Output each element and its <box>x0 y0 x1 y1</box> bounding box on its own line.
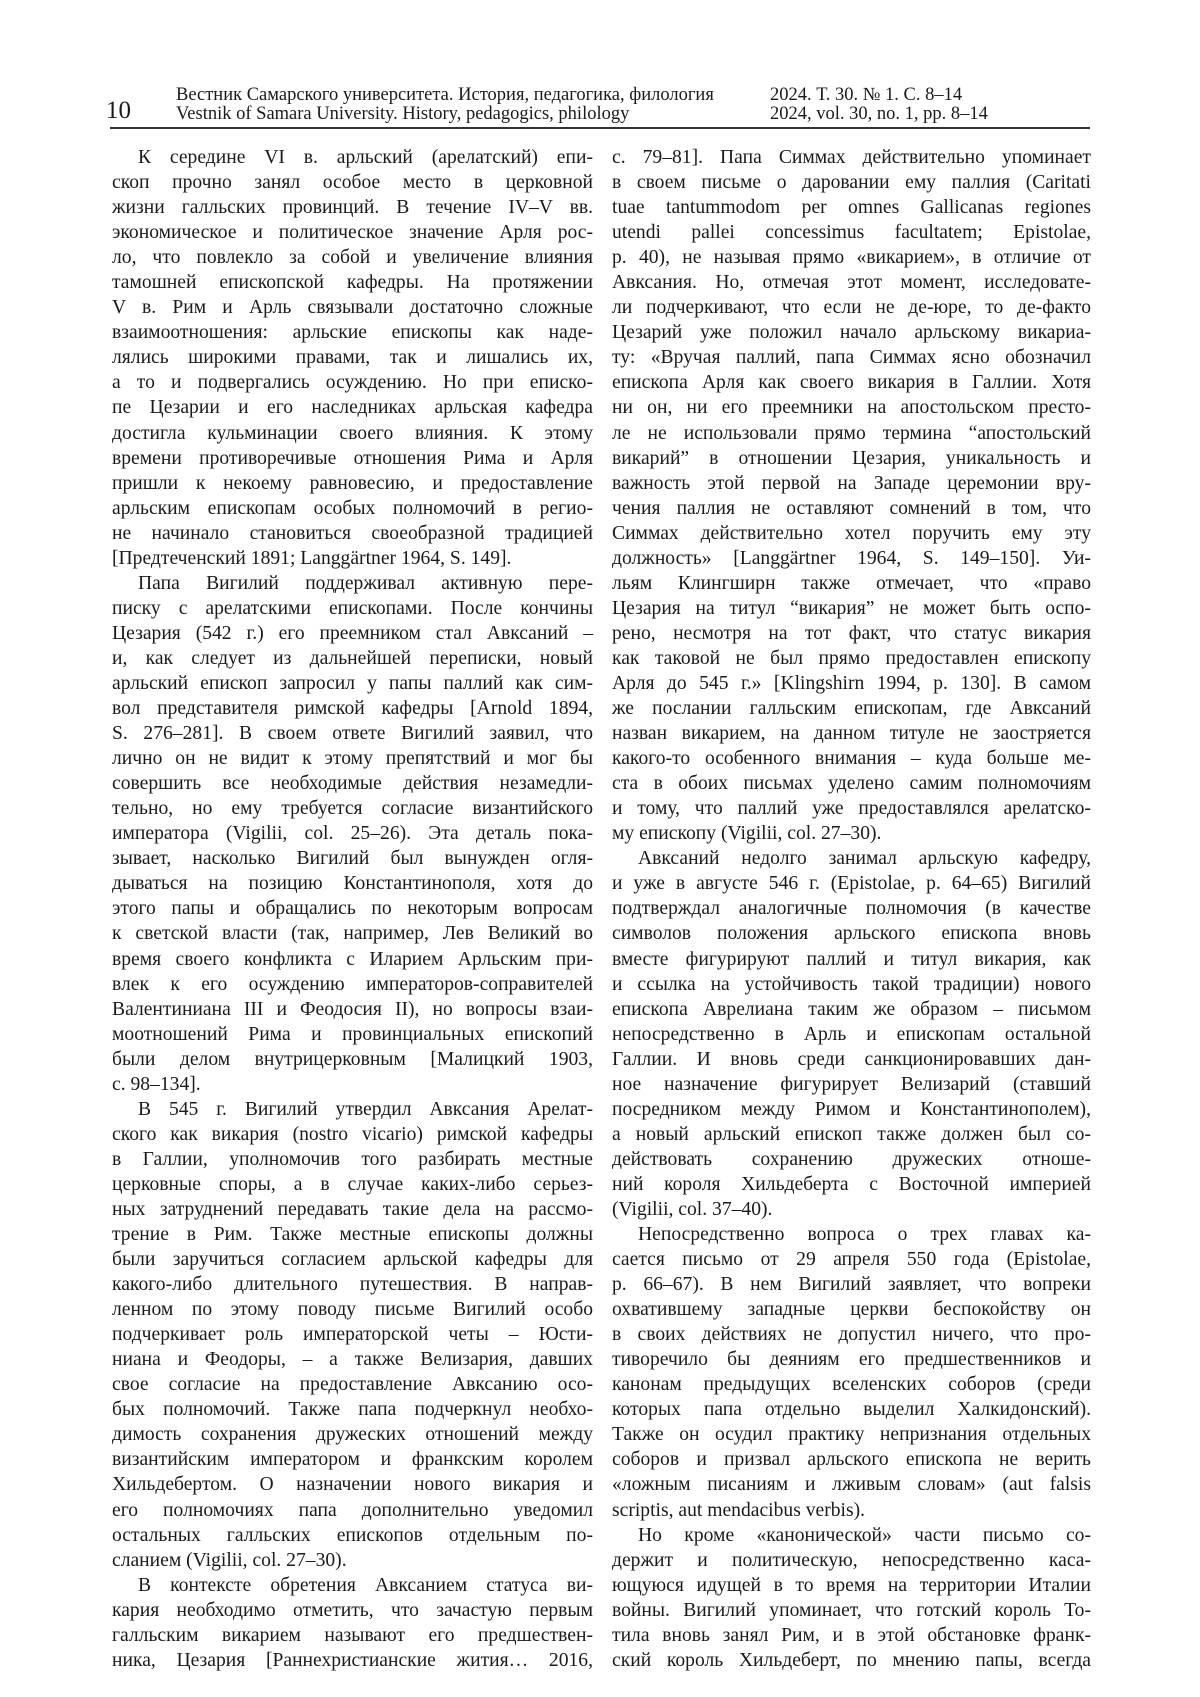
text-line: канонам предыдущих вселенских соборов (среди <box>612 1372 1091 1397</box>
paragraph <box>112 1097 593 1573</box>
journal-title-ru: Вестник Самарского университета. История, педагогика, филология <box>176 86 714 105</box>
text-line: Симмах действительно хотел поручить ему эту <box>612 521 1091 546</box>
text-line: к светской власти (так, например, Лев Великий во <box>112 921 593 946</box>
text-line: рено, несмотря на тот факт, что статус викария <box>612 621 1091 646</box>
text-line: писку с арелатскими епископами. После кончины <box>112 596 593 621</box>
text-line: Валентиниана III и Феодосия II), но вопросы взаи- <box>112 997 593 1022</box>
text-line: арльский епископ запросил у папы паллий как сим- <box>112 671 593 696</box>
text-line: ющуюся идущей в то время на территории Италии <box>612 1573 1091 1598</box>
text-line: «ложным писаниям и лживым словам» (aut falsis <box>612 1472 1091 1497</box>
text-line: В контексте обретения Авксанием статуса ви- <box>112 1573 593 1598</box>
text-line: и тому, что паллий уже предоставлялся арелатско- <box>612 796 1091 821</box>
text-line: экономическое и политическое значение Арля рос- <box>112 220 593 245</box>
header-rule <box>110 127 1090 129</box>
text-line: К середине VI в. арльский (арелатский) епи- <box>112 145 593 170</box>
text-line: совершить все необходимые действия незамедли- <box>112 771 593 796</box>
text-line: ных затруднений передавать такие дела на рассмо- <box>112 1197 593 1222</box>
text-line: скоп прочно занял особое место в церковной <box>112 170 593 195</box>
right-column <box>612 145 1091 1673</box>
text-line: жизни галльских провинций. В течение IV–V вв. <box>112 195 593 220</box>
text-line: ста в обоих письмах уделено самим полномочиям <box>612 771 1091 796</box>
text-line: викарий” в отношении Цезария, уникальность и <box>612 446 1091 471</box>
text-line: p. 40), не называя прямо «викарием», в отличие от <box>612 245 1091 270</box>
text-line: с. 98–134]. <box>112 1072 593 1097</box>
text-line: действовать сохранению дружеских отноше- <box>612 1147 1091 1172</box>
text-line: сается письмо от 29 апреля 550 года (Epistolae, <box>612 1247 1091 1272</box>
text-line: ту: «Вручая паллий, папа Симмах ясно обозначил <box>612 345 1091 370</box>
text-line: Арля до 545 г.» [Klingshirn 1994, p. 130]. В самом <box>612 671 1091 696</box>
text-line: S. 276–281]. В своем ответе Вигилий заявил, что <box>112 721 593 746</box>
text-line: в своем письме о даровании ему паллия (Caritati <box>612 170 1091 195</box>
text-line: Хильдебертом. О назначении нового викария и <box>112 1472 593 1497</box>
text-line: не начинало становиться своеобразной традицией <box>112 521 593 546</box>
text-line: ное назначение фигурирует Велизарий (ставший <box>612 1072 1091 1097</box>
text-line: Авксания. Но, отмечая этот момент, исследовате- <box>612 270 1091 295</box>
paragraph <box>112 1573 593 1673</box>
page-number: 10 <box>106 98 131 123</box>
citation-ru: 2024. Т. 30. № 1. С. 8–14 <box>770 86 962 105</box>
text-line: время своего конфликта с Иларием Арльским при- <box>112 947 593 972</box>
text-line: моотношений Рима и провинциальных епископий <box>112 1022 593 1047</box>
text-line: должность» [Langgärtner 1964, S. 149–150]. Уи- <box>612 546 1091 571</box>
text-line: символов положения арльского епископа вновь <box>612 921 1091 946</box>
text-line: императора (Vigilii, col. 25–26). Эта деталь пока- <box>112 821 593 846</box>
text-line: епископа Арля как своего викария в Галлии. Хотя <box>612 370 1091 395</box>
text-line: тиворечило бы деяниям его предшественников и <box>612 1347 1091 1372</box>
text-line: остальных галльских епископов отдельным по- <box>112 1523 593 1548</box>
text-line: взаимоотношения: арльские епископы как наде- <box>112 320 593 345</box>
paragraph <box>612 846 1091 1222</box>
text-line: свое согласие на предоставление Авксанию осо- <box>112 1372 593 1397</box>
text-line: этого папы и обращались по некоторым вопросам <box>112 896 593 921</box>
text-line: в Галлии, уполномочив того разбирать местные <box>112 1147 593 1172</box>
text-line: scriptis, aut mendacibus verbis). <box>612 1498 1091 1523</box>
text-line: ни он, ни его преемники на апостольском престо- <box>612 395 1091 420</box>
text-line: tuae tantummodom per omnes Gallicanas regiones <box>612 195 1091 220</box>
text-line: подчеркивает роль императорской четы – Юсти- <box>112 1322 593 1347</box>
text-line: зывает, насколько Вигилий был вынужден огля- <box>112 846 593 871</box>
text-line: важность этой первой на Западе церемонии вру- <box>612 471 1091 496</box>
text-line: Галлии. И вновь среди санкционировавших дан- <box>612 1047 1091 1072</box>
text-line: тила вновь занял Рим, и в этой обстановке франк- <box>612 1623 1091 1648</box>
text-line: были заручиться согласием арльской кафедры для <box>112 1247 593 1272</box>
text-line: бых полномочий. Также папа подчеркнул необхо- <box>112 1397 593 1422</box>
text-line: ского как викария (nostro vicario) римской кафедры <box>112 1122 593 1147</box>
text-line: его полномочиях папа дополнительно уведомил <box>112 1498 593 1523</box>
paragraph <box>112 145 593 571</box>
text-line: вместе фигурируют паллий и титул викария, как <box>612 947 1091 972</box>
text-line: вол представителя римской кафедры [Arnold 1894, <box>112 696 593 721</box>
text-line: Но кроме «канонической» части письмо со- <box>612 1523 1091 1548</box>
text-line: сланием (Vigilii, col. 27–30). <box>112 1548 593 1573</box>
text-line: Папа Вигилий поддерживал активную пере- <box>112 571 593 596</box>
text-line: димость сохранения дружеских отношений между <box>112 1422 593 1447</box>
text-line: p. 66–67). В нем Вигилий заявляет, что вопреки <box>612 1272 1091 1297</box>
text-line: ло, что повлекло за собой и увеличение влияния <box>112 245 593 270</box>
text-line: соборов и призвал арльского епископа не верить <box>612 1447 1091 1472</box>
text-line: войны. Вигилий упоминает, что готский король То- <box>612 1598 1091 1623</box>
text-line: в своих действиях не допустил ничего, что про- <box>612 1322 1091 1347</box>
text-line: трение в Рим. Также местные епископы должны <box>112 1222 593 1247</box>
text-line: В 545 г. Вигилий утвердил Авксания Арелат- <box>112 1097 593 1122</box>
text-line: охватившему западные церкви беспокойству он <box>612 1297 1091 1322</box>
text-line: чения паллия не оставляют сомнений в том, что <box>612 496 1091 521</box>
text-line: Также он осудил практику непризнания отдельных <box>612 1422 1091 1447</box>
text-line: пе Цезарии и его наследниках арльская кафедра <box>112 395 593 420</box>
text-line: влек к его осуждению императоров-соправителей <box>112 972 593 997</box>
text-line: как таковой не был прямо предоставлен епископу <box>612 646 1091 671</box>
text-line: и, как следует из дальнейшей переписки, новый <box>112 646 593 671</box>
text-line: галльским викарием называют его предшествен- <box>112 1623 593 1648</box>
text-line: какого-то особенного внимания – куда больше ме- <box>612 746 1091 771</box>
paragraph <box>612 1222 1091 1523</box>
text-line: непосредственно в Арль и епископам остальной <box>612 1022 1091 1047</box>
text-line: тамошней епископской кафедры. На протяжении <box>112 270 593 295</box>
text-line: а то и подвергались осуждению. Но при еписко- <box>112 370 593 395</box>
text-line: какого-либо длительного путешествия. В направ- <box>112 1272 593 1297</box>
text-line: utendi pallei concessimus facultatem; Epistolae, <box>612 220 1091 245</box>
text-line: ский король Хильдеберт, по мнению папы, всегда <box>612 1648 1091 1673</box>
paragraph <box>612 145 1091 846</box>
text-line: достигла кульминации своего влияния. К этому <box>112 421 593 446</box>
text-line: церковные споры, а в случае каких-либо серьез- <box>112 1172 593 1197</box>
text-line: ли подчеркивают, что если не де-юре, то де-факто <box>612 295 1091 320</box>
text-line: ника, Цезария [Раннехристианские жития… 2016, <box>112 1648 593 1673</box>
text-line: ле не использовали прямо термина “апостольский <box>612 421 1091 446</box>
text-line: подтверждал аналогичные полномочия (в качестве <box>612 896 1091 921</box>
text-line: которых папа отдельно выделил Халкидонский). <box>612 1397 1091 1422</box>
text-line: с. 79–81]. Папа Симмах действительно упоминает <box>612 145 1091 170</box>
journal-title-en: Vestnik of Samara University. History, pedagogics, philology <box>176 105 629 124</box>
text-line: были делом внутрицерковным [Малицкий 1903, <box>112 1047 593 1072</box>
text-line: Цезарий уже положил начало арльскому викариа- <box>612 320 1091 345</box>
text-line: назван викарием, на данном титуле не заостряется <box>612 721 1091 746</box>
text-line: [Предтеченский 1891; Langgärtner 1964, S. 149]. <box>112 546 593 571</box>
text-line: ленном по этому поводу письме Вигилий особо <box>112 1297 593 1322</box>
text-line: епископа Аврелиана таким же образом – письмом <box>612 997 1091 1022</box>
text-line: ниана и Феодоры, – а также Велизария, давших <box>112 1347 593 1372</box>
text-line: лялись широкими правами, так и лишались их, <box>112 345 593 370</box>
text-line: тельно, но ему требуется согласие византийского <box>112 796 593 821</box>
paragraph <box>112 571 593 1097</box>
text-line: времени противоречивые отношения Рима и Арля <box>112 446 593 471</box>
text-line: Непосредственно вопроса о трех главах ка- <box>612 1222 1091 1247</box>
text-line: арльским епископам особых полномочий в регио- <box>112 496 593 521</box>
text-line: кария необходимо отметить, что зачастую первым <box>112 1598 593 1623</box>
left-column <box>112 145 593 1673</box>
text-line: ний короля Хильдеберта с Восточной империей <box>612 1172 1091 1197</box>
text-line: пришли к некоему равновесию, и предоставление <box>112 471 593 496</box>
text-line: Цезария (542 г.) его преемником стал Авксаний – <box>112 621 593 646</box>
text-line: держит и политическую, непосредственно каса- <box>612 1548 1091 1573</box>
citation-en: 2024, vol. 30, no. 1, pp. 8–14 <box>770 105 988 124</box>
text-line: и ссылка на устойчивость такой традиции) нового <box>612 972 1091 997</box>
text-line: посредником между Римом и Константинополем), <box>612 1097 1091 1122</box>
text-line: му епископу (Vigilii, col. 27–30). <box>612 821 1091 846</box>
text-line: а новый арльский епископ также должен был со- <box>612 1122 1091 1147</box>
text-line: и уже в августе 546 г. (Epistolae, p. 64–65) Вигилий <box>612 871 1091 896</box>
text-line: льям Клингширн также отмечает, что «право <box>612 571 1091 596</box>
text-line: (Vigilii, col. 37–40). <box>612 1197 1091 1222</box>
text-line: V в. Рим и Арль связывали достаточно сложные <box>112 295 593 320</box>
paragraph <box>612 1523 1091 1673</box>
text-line: же послании галльским епископам, где Авксаний <box>612 696 1091 721</box>
text-line: Авксаний недолго занимал арльскую кафедру, <box>612 846 1091 871</box>
text-line: Цезария на титул “викария” не может быть оспо- <box>612 596 1091 621</box>
text-line: лично он не видит к этому препятствий и мог бы <box>112 746 593 771</box>
text-line: дываться на позицию Константинополя, хотя до <box>112 871 593 896</box>
text-line: византийским императором и франкским королем <box>112 1447 593 1472</box>
